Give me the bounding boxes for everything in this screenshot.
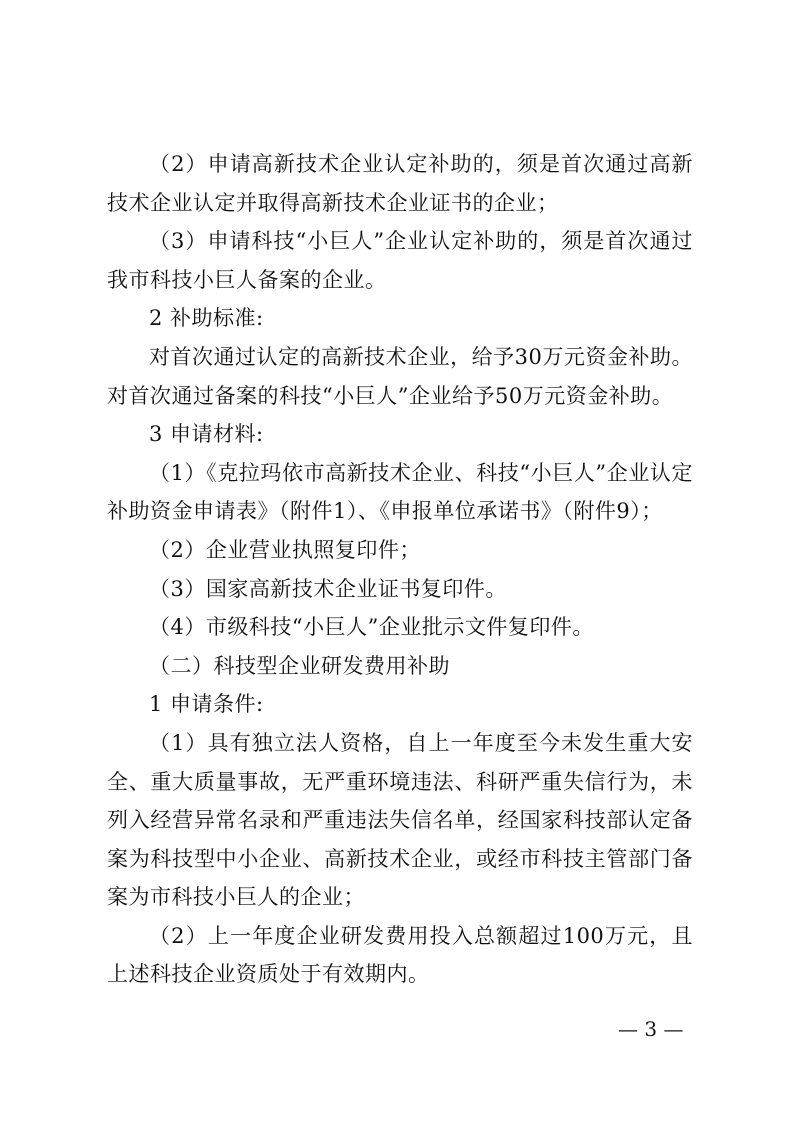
page-number: — 3 — [618,1017,684,1041]
paragraph-little-giant-subsidy-condition: （3）申请科技“小巨人”企业认定补助的，须是首次通过我市科技小巨人备案的企业。 [107,229,693,292]
heading-application-conditions: 1 申请条件: [149,692,264,717]
paragraph-material-high-tech-certificate: （3）国家高新技术企业证书复印件。 [149,576,507,601]
heading-subsidy-standard: 2 补助标准: [149,306,264,331]
paragraph-material-application-form: （1）《克拉玛依市高新技术企业、科技“小巨人”企业认定补助资金申请表》（附件1）、《申报单位承诺书》（附件9）； [107,460,693,524]
paragraph-subsidy-amounts: 对首次通过认定的高新技术企业，给予30万元资金补助。对首次通过备案的科技“小巨人”企业给予50万元资金补助。 [107,344,693,408]
paragraph-high-tech-subsidy-condition: （2）申请高新技术企业认定补助的，须是首次通过高新技术企业认定并取得高新技术企业证书的企业； [107,152,693,215]
section-heading-rd-subsidy: （二）科技型企业研发费用补助 [149,653,450,678]
paragraph-material-little-giant-document: （4）市级科技“小巨人”企业批示文件复印件。 [149,615,594,640]
heading-application-materials: 3 申请材料: [149,422,264,447]
paragraph-rd-condition-legal-entity: （1）具有独立法人资格，自上一年度至今未发生重大安全、重大质量事故，无严重环境违法、科研严重失信行为，未列入经营异常名录和严重违法失信名单，经国家科技部认定备案为科技型中小企业、高新技术企业，或经市科技主管部门备案为市科技小巨人的企业； [107,730,693,910]
paragraph-rd-condition-expenditure: （2）上一年度企业研发费用投入总额超过100万元，且上述科技企业资质处于有效期内。 [107,923,693,987]
paragraph-material-business-license: （2）企业营业执照复印件； [149,537,421,562]
document-body [107,145,693,994]
